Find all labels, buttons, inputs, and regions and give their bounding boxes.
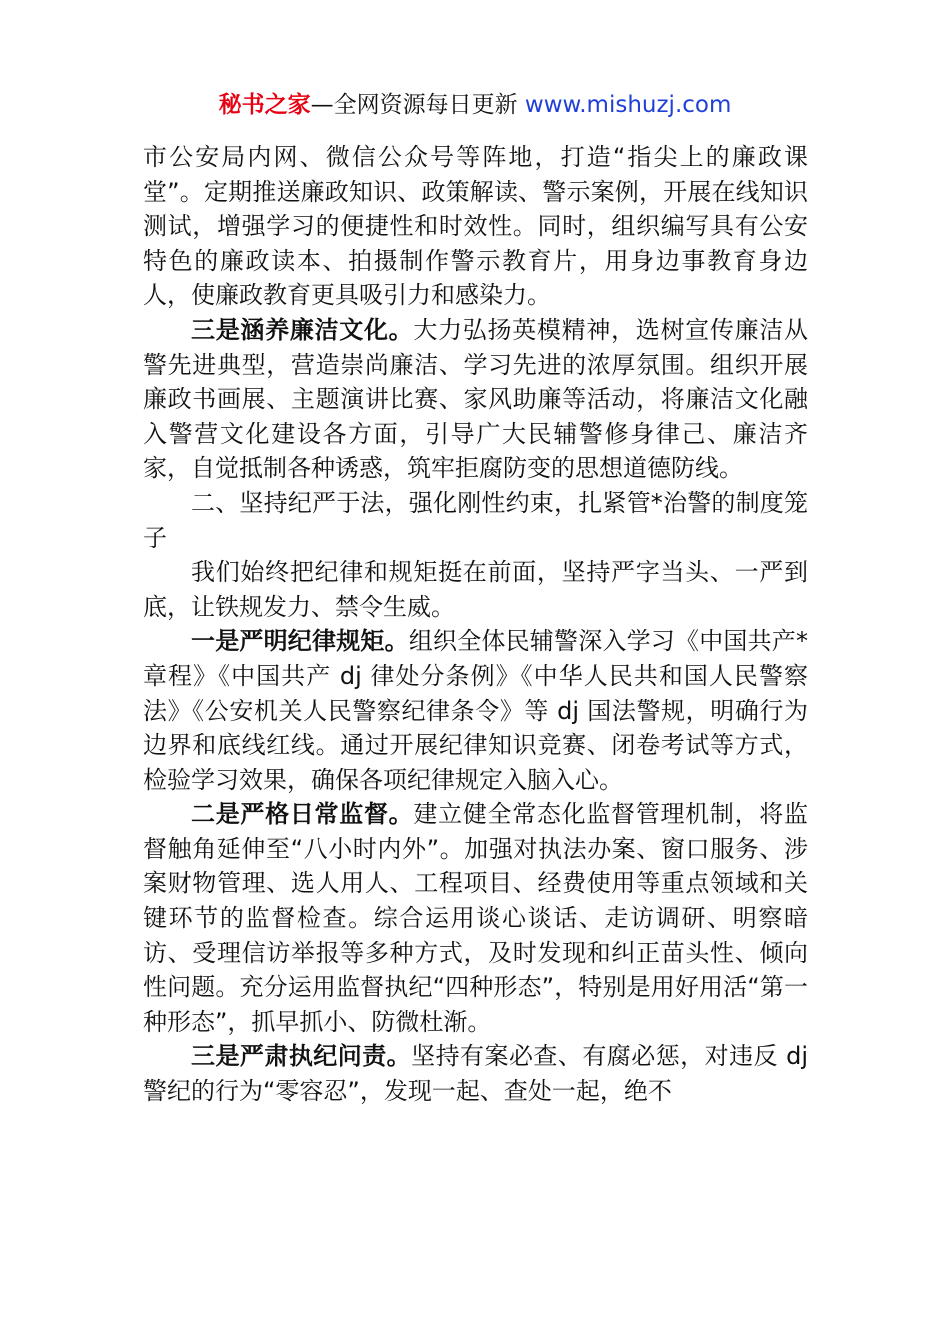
paragraph-intro-discipline <box>143 555 808 624</box>
paragraph-text: 坚持有案必查、有腐必惩，对违反 dj 警纪的行为“零容忍”，发现一起、查处一起，绝不 <box>143 1042 809 1106</box>
paragraph-text: 建立健全常态化监督管理机制，将监督触角延伸至“八小时内外”。加强对执法办案、窗口服务、涉案财物管理、选人用人、工程项目、经费使用等重点领域和关键环节的监督检查。综合运用谈心谈话、走访调研、明察暗访、受理信访举报等多种方式，及时发现和纠正苗头性、倾向性问题。充分运用监督执纪“四种形态”，特别是用好用活“第一种形态”，抓早抓小、防微杜渐。 <box>143 800 808 1036</box>
paragraph-text: 组织全体民辅警深入学习《中国共产*章程》《中国共产 dj 律处分条例》《中华人民共和国人民警察法》《公安机关人民警察纪律条令》等 dj 国法警规，明确行为边界和底线红线。通过开展纪律知识竞赛、闭卷考试等方式，检验学习效果，确保各项纪律规定入脑入心。 <box>143 627 809 794</box>
page-header <box>0 88 950 122</box>
section-heading-text: 二、坚持纪严于法，强化刚性约束，扎紧管*治警的制度笼子 <box>143 488 808 552</box>
paragraph-continued <box>143 140 808 313</box>
paragraph-lead: 一是严明纪律规矩。 <box>191 627 409 656</box>
paragraph-text: 市公安局内网、微信公众号等阵地，打造“指尖上的廉政课堂”。定期推送廉政知识、政策解读、警示案例，开展在线知识测试，增强学习的便捷性和时效性。同时，组织编写具有公安特色的廉政读本、拍摄制作警示教育片，用身边事教育身边人，使廉政教育更具吸引力和感染力。 <box>143 143 808 310</box>
paragraph-text: 我们始终把纪律和规矩挺在前面，坚持严字当头、一严到底，让铁规发力、禁令生威。 <box>143 558 808 621</box>
document-body <box>143 140 808 1109</box>
paragraph-clarify-discipline <box>143 624 808 797</box>
paragraph-cultivate-integrity-culture <box>143 313 808 486</box>
paragraph-daily-supervision <box>143 797 808 1039</box>
paragraph-text: 大力弘扬英模精神，选树宣传廉洁从警先进典型，营造崇尚廉洁、学习先进的浓厚氛围。组织开展廉政书画展、主题演讲比赛、家风助廉等活动，将廉洁文化融入警营文化建设各方面，引导广大民辅警修身律己、廉洁齐家，自觉抵制各种诱惑，筑牢拒腐防变的思想道德防线。 <box>143 315 808 483</box>
header-brand: 秘书之家 <box>218 92 311 118</box>
paragraph-lead: 三是涵养廉洁文化。 <box>191 315 414 344</box>
paragraph-lead: 二是严格日常监督。 <box>191 800 414 829</box>
paragraph-accountability <box>143 1039 808 1108</box>
section-heading-two <box>143 486 808 555</box>
header-tagline: —全网资源每日更新 <box>310 92 525 118</box>
header-site-link[interactable]: www.mishuzj.com <box>524 92 732 118</box>
paragraph-lead: 三是严肃执纪问责。 <box>191 1042 412 1071</box>
